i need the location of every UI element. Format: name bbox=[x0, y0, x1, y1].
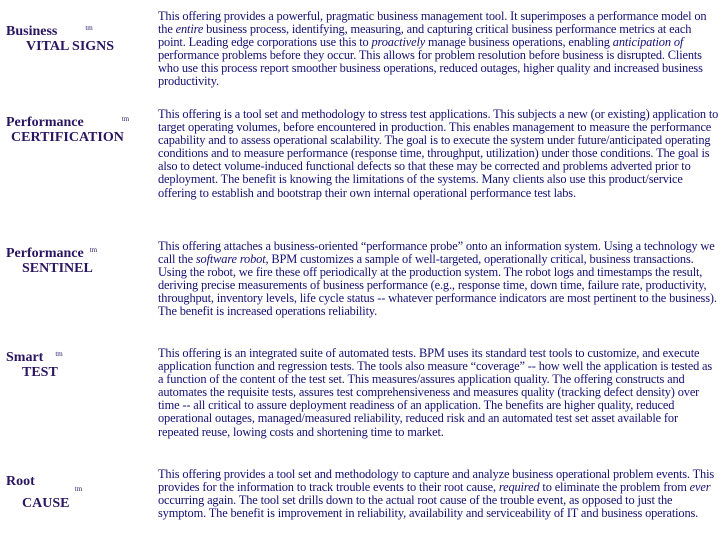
emphasis-text: software robot bbox=[195, 252, 266, 267]
body-text: manage business operations, enabling bbox=[425, 35, 613, 50]
title-line1: Smart bbox=[6, 350, 44, 365]
trademark: tm bbox=[74, 485, 83, 493]
trademark: tm bbox=[121, 115, 130, 123]
body-text: to eliminate the problem from bbox=[539, 480, 690, 495]
title-line1: Performance bbox=[6, 115, 84, 130]
body-text: , BPM customizes a sample of well-targeted, operationally critical, business transactions. Using the robot, we fire these off periodically at the production system. The robot logs and timestamps the result, deriving precise measurements of business performance (e.g., response time, down time, failure rate, productivity, throughput, inventory levels, life cycle status -- whatever performance indicators are most pertinent to the business). The benefit is increased operations reliability. bbox=[158, 252, 717, 319]
offering-title bbox=[6, 475, 156, 511]
body-text: This offering attaches a business-oriented “performance probe” onto an information system. Using a technology we call the bbox=[158, 239, 715, 267]
title-line2: CERTIFICATION bbox=[11, 130, 124, 145]
title-line1: Root bbox=[6, 474, 35, 489]
title-line2: SENTINEL bbox=[22, 261, 93, 276]
body-text: occurring again. The tool set drills down to the actual root cause of the trouble event, as opposed to just the symptom. The benefit is improvement in reliability, availability and serviceability of IT and business operations. bbox=[158, 493, 699, 521]
body-text: This offering provides a powerful, pragmatic business management tool. It superimposes a performance model on the bbox=[158, 9, 707, 37]
trademark: tm bbox=[89, 246, 98, 254]
title-line1: Performance bbox=[6, 246, 84, 261]
trademark: tm bbox=[55, 350, 63, 358]
emphasis-text: anticipation of bbox=[612, 35, 684, 50]
emphasis-text: required bbox=[498, 480, 540, 495]
body-text: performance problems before they occur. This allows for problem resolution before business is disrupted. Clients who use this process report smoother business operations, reduced outages, higher quality and increased business productivity. bbox=[158, 48, 703, 89]
title-line2: TEST bbox=[22, 365, 58, 380]
title-line1: Business bbox=[6, 24, 58, 39]
body-text: business process, identifying, measuring, and capturing critical business performance metrics at each point. Leading edge corporations use this to bbox=[158, 22, 692, 50]
offering-description bbox=[158, 10, 720, 89]
emphasis-text: proactively bbox=[371, 35, 426, 50]
title-line2: CAUSE bbox=[22, 496, 70, 511]
offering-title bbox=[6, 243, 156, 276]
offering-title bbox=[6, 21, 156, 54]
offering-description bbox=[158, 108, 720, 200]
offering-description bbox=[158, 468, 720, 520]
body-text: This offering is an integrated suite of automated tests. BPM uses its standard test tools to customize, and execute application function and regression tests. The tools also measure “coverage” -- how well the application is tested as a function of the content of the test set. This measures/assures application quality. The offering constructs and automates the requisite tests, assures test comprehensiveness and measures quality (tracking defect density) over time -- all critical to assure deployment readiness of an application. The benefits are higher quality, reduced operational outages, managed/measured reliability, reduced risk and an automated test set asset available for repeated reuse, lowing costs and shortening time to market. bbox=[158, 346, 713, 439]
offering-description bbox=[158, 240, 720, 319]
emphasis-text: entire bbox=[175, 22, 204, 37]
offering-description bbox=[158, 347, 720, 439]
emphasis-text: ever bbox=[689, 480, 711, 495]
trademark: tm bbox=[85, 24, 93, 32]
title-line2: VITAL SIGNS bbox=[26, 39, 115, 54]
body-text: This offering is a tool set and methodology to stress test applications. This subjects a new (or existing) application to target operating volumes, before encountered in production. This enables management to measure the performance capability and to assess operational scalability. The goal is to execute the system under future/anticipated operating conditions and to measure performance (response time, throughput, utilization) under those conditions. The goal is also to detect volume-induced functional defects so that these may be corrected and problems adverted prior to deployment. The benefit is knowing the limitations of the systems. Many clients also use this product/service offering to establish and bootstrap their own internal operational performance test labs. bbox=[158, 107, 719, 200]
offering-title bbox=[6, 347, 156, 380]
offering-title bbox=[6, 112, 156, 145]
body-text: This offering provides a tool set and methodology to capture and analyze business operational problem events. This provides for the information to track trouble events to their root cause, bbox=[158, 467, 715, 495]
